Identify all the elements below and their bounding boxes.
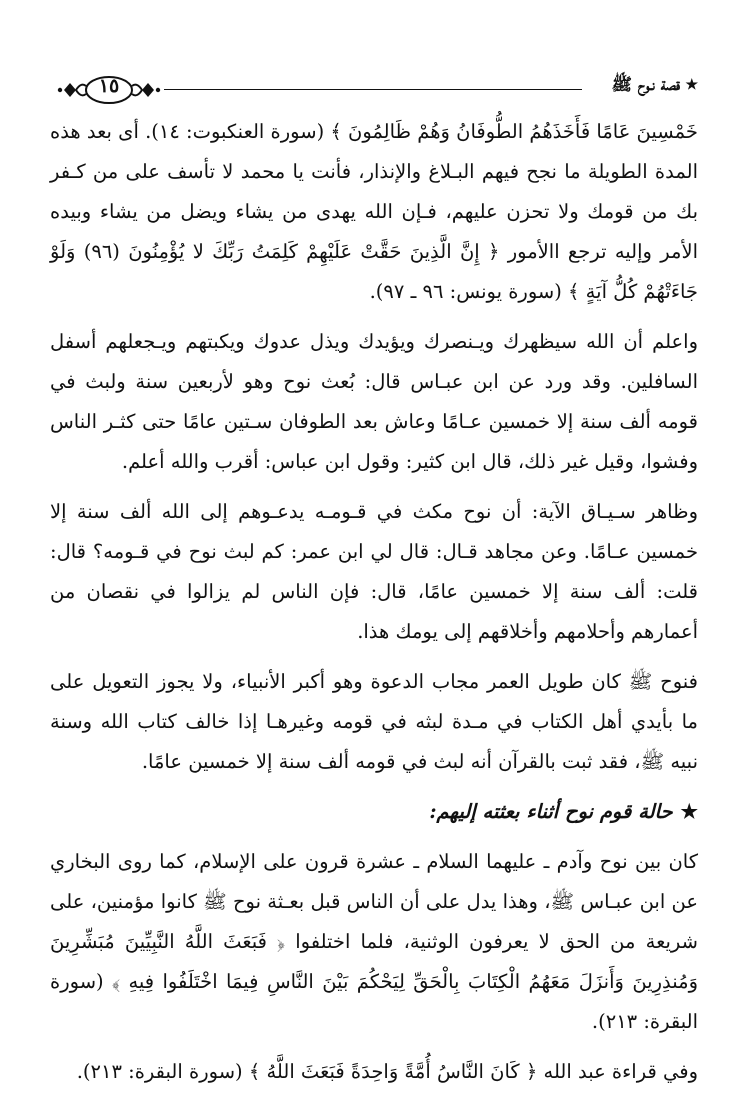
paragraph: فنوح ﷺ كان طويل العمر مجاب الدعوة وهو أكبر الأنبياء، ولا يجوز التعويل على ما بأيدي أهل الكتاب في مـدة لبثه في قومه وغيرهـا إذا خالف كتاب الله وسنة نبيه ﷺ، فقد ثبت بالقرآن أنه لبث في قومه ألف سنة إلا خمسين عامًا.: [50, 670, 698, 773]
paragraph: واعلم أن الله سيظهرك ويـنصرك ويؤيدك ويذل عدوك ويكبتهم ويـجعلهم أسفل السافلين. وقد ورد عن ابن عبـاس قال: بُعث نوح وهو لأربعين سنة ولبث في قومه ألف سنة إلا خمسين عـامًا وعاش بعد الطوفان سـتين عامًا حتى كثـر الناس وفشوا، وقيل غير ذلك، قال ابن كثير: وقول ابن عباس: أقرب والله أعلم.: [50, 330, 698, 473]
paragraph: خَمْسِينَ عَامًا فَأَخَذَهُمُ الطُّوفَانُ وَهُمْ ظَالِمُونَ ﴾ (سورة العنكبوت: ١٤). أى بعد هذه المدة الطويلة ما نجح فيهم البـلاغ والإنذار، فأنت يا محمد لا تأسف على من كـفر بك من قومك ولا تحزن عليهم، فـإن الله يهدى من يشاء ويضل من يشاء وبيده الأمر وإليه ترجع االأمور ﴿ إِنَّ الَّذِينَ حَقَّتْ عَلَيْهِمْ كَلِمَتُ رَبِّكَ لا يُؤْمِنُونَ (٩٦) وَلَوْ جَاءَتْهُمْ كُلُّ آيَةٍ ﴾ (سورة يونس: ٩٦ ـ ٩٧).: [49, 120, 698, 303]
header-rule: [164, 89, 582, 90]
chapter-title: قصة نـوح ﷺ: [611, 75, 680, 95]
page-body: [50, 112, 698, 1102]
star-icon: ★: [685, 77, 698, 93]
section-heading-text: حالة قوم نوح أثناء بعثته إليهم:: [429, 800, 673, 823]
paragraph: وظاهر سـيـاق الآية: أن نوح مكث في قـومـه يدعـوهم إلى الله ألف سنة إلا خمسين عـامًا. وعن مجاهد قـال: قال لي ابن عمر: كم لبث نوح في قـومه؟ قال: قلت: ألف سنة إلا خمسين عامًا، قال: فإن الناس لم يزالوا في نقصان من أعمارهم وأحلامهم وأخلاقهم إلى يومك هذا.: [50, 500, 698, 643]
running-header: [52, 72, 698, 108]
star-icon: ★: [680, 800, 698, 823]
page-number: ١٥: [98, 75, 120, 97]
section-heading: [50, 792, 698, 832]
paragraph: وفي قراءة عبد الله ﴿ كَانَ النَّاسُ أُمَّةً وَاحِدَةً فَبَعَثَ اللَّهُ ﴾ (سورة البقرة: ٢١٣).: [76, 1060, 698, 1083]
paragraph: كان بين نوح وآدم ـ عليهما السلام ـ عشرة قرون على الإسلام، كما روى البخاري عن ابن عبـاس ﷺ، وهذا يدل على أن الناس قبل بعـثة نوح ﷺ كانوا مؤمنين، على شريعة من الحق لا يعرفون الوثنية، فلما اختلفوا ﴿ فَبَعَثَ اللَّهُ النَّبِيِّينَ مُبَشِّرِينَ وَمُنذِرِينَ وَأَنزَلَ مَعَهُمُ الْكِتَابَ بِالْحَقِّ لِيَحْكُمَ بَيْنَ النَّاسِ فِيمَا اخْتَلَفُوا فِيهِ ﴾ (سورة البقرة: ٢١٣).: [50, 850, 698, 1033]
